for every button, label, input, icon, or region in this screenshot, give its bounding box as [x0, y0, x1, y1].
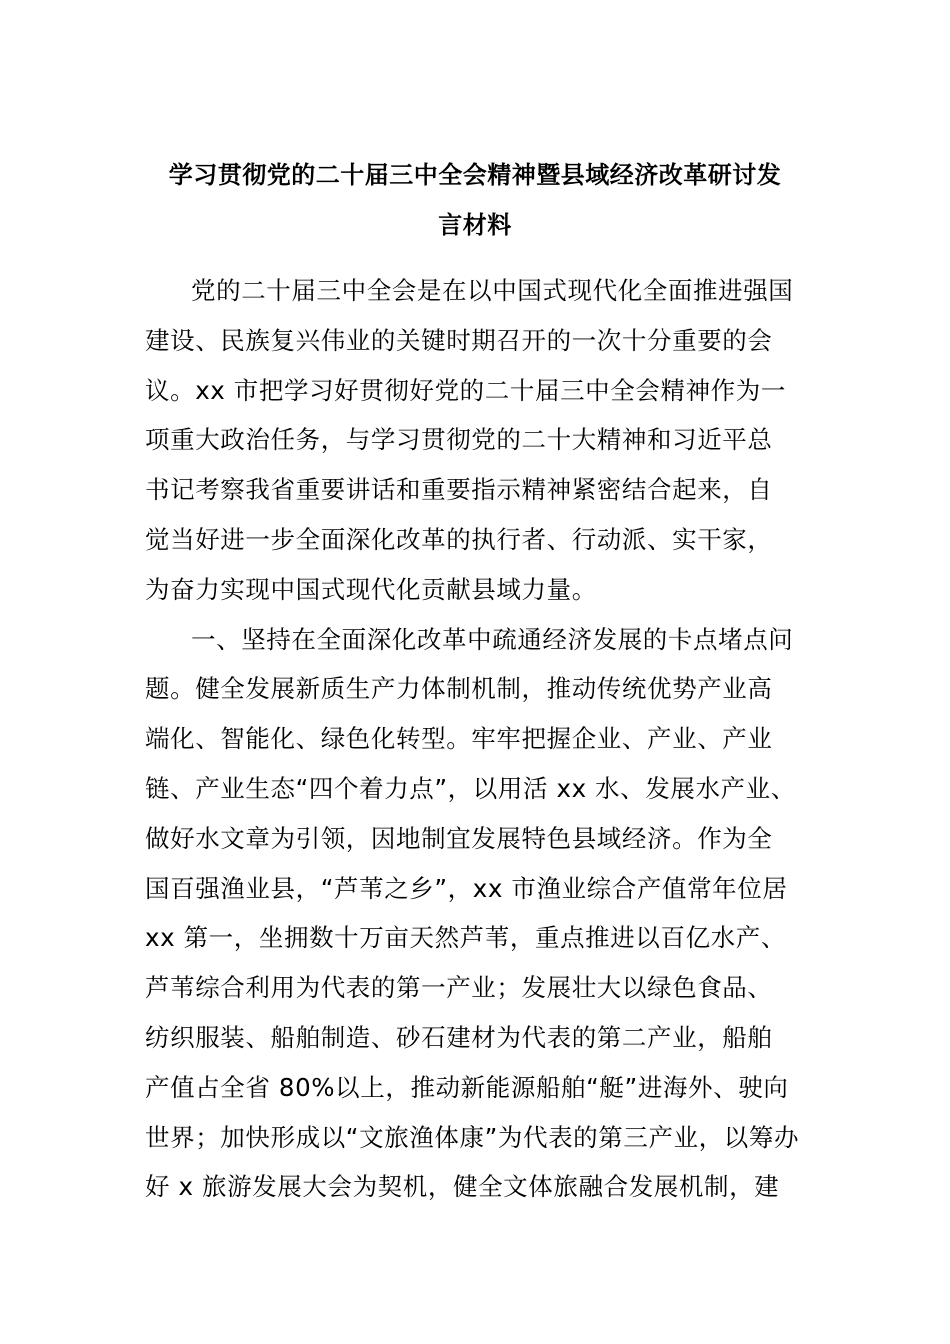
paragraph-line: 项重大政治任务，与学习贯彻党的二十大精神和习近平总 — [145, 425, 773, 455]
paragraph-2 — [145, 615, 805, 1213]
paragraph-line: 做好水文章为引领，因地制宜发展特色县域经济。作为全 — [145, 823, 773, 853]
paragraph-line: 国百强渔业县，“芦苇之乡”，xx 市渔业综合产值常年位居 — [145, 873, 788, 903]
paragraph-line: 为奋力实现中国式现代化贡献县域力量。 — [145, 574, 597, 604]
paragraph-line: 世界；加快形成以“文旅渔体康”为代表的第三产业，以筹办 — [145, 1122, 800, 1152]
paragraph-line: 链、产业生态“四个着力点”，以用活 xx 水、发展水产业、 — [145, 773, 796, 803]
paragraph-line: 书记考察我省重要讲话和重要指示精神紧密结合起来，自 — [145, 475, 773, 505]
paragraph-line: 芦苇综合利用为代表的第一产业；发展壮大以绿色食品、 — [145, 973, 773, 1003]
document-title — [140, 150, 810, 250]
paragraph-line: 议。xx 市把学习好贯彻好党的二十届三中全会精神作为一 — [145, 375, 786, 405]
document-body — [145, 266, 805, 1212]
paragraph-line: 题。健全发展新质生产力体制机制，推动传统优势产业高 — [145, 674, 773, 704]
paragraph-line: 党的二十届三中全会是在以中国式现代化全面推进强国 — [191, 276, 794, 305]
paragraph-line: 纺织服装、船舶制造、砂石建材为代表的第二产业，船舶 — [145, 1022, 773, 1052]
paragraph-line: 觉当好进一步全面深化改革的执行者、行动派、实干家， — [145, 524, 773, 554]
paragraph-line: 好 x 旅游发展大会为契机，健全文体旅融合发展机制，建 — [145, 1172, 780, 1202]
paragraph-1 — [145, 266, 805, 615]
paragraph-line: 产值占全省 80%以上，推动新能源船舶“艇”进海外、驶向 — [145, 1072, 789, 1102]
title-line-1: 学习贯彻党的二十届三中全会精神暨县域经济改革研讨发 — [168, 161, 782, 189]
title-line-2: 言材料 — [438, 211, 512, 239]
paragraph-line: 一、坚持在全面深化改革中疏通经济发展的卡点堵点问 — [191, 624, 794, 654]
paragraph-line: 端化、智能化、绿色化转型。牢牢把握企业、产业、产业 — [145, 724, 773, 754]
paragraph-line: xx 第一，坐拥数十万亩天然芦苇，重点推进以百亿水产、 — [145, 923, 786, 953]
paragraph-line: 建设、民族复兴伟业的关键时期召开的一次十分重要的会 — [145, 325, 773, 355]
